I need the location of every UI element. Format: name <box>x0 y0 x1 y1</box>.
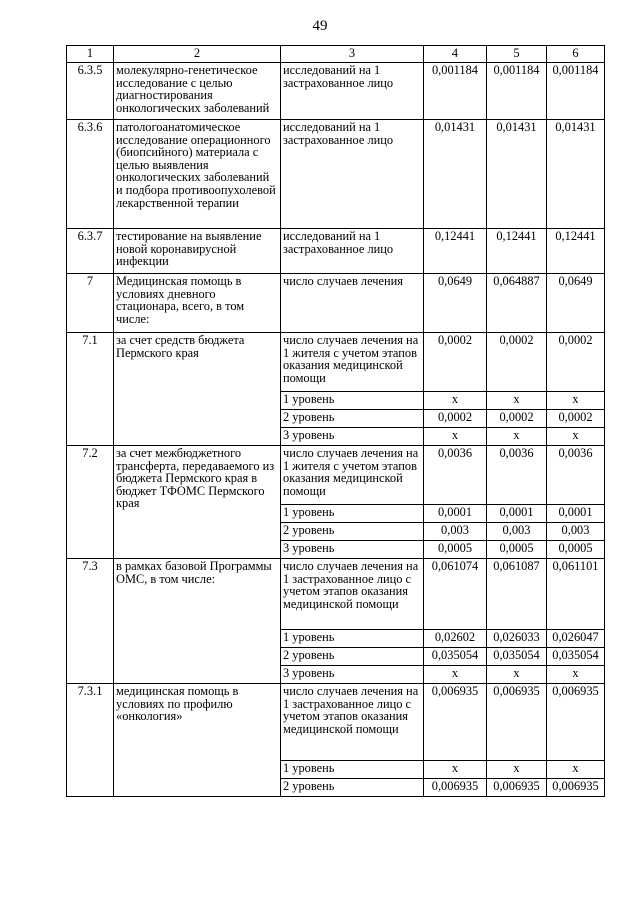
row-number: 7.3.1 <box>67 684 114 797</box>
table-row <box>67 229 605 274</box>
value-col-4: 0,01431 <box>424 120 487 229</box>
value-col-5: 0,01431 <box>487 120 547 229</box>
value-col-4: 0,0005 <box>424 541 487 559</box>
value-col-6: 0,003 <box>547 523 605 541</box>
row-unit: число случаев лечения на 1 жителя с учетом этапов оказания медицинской помощи <box>281 446 424 505</box>
value-col-6: x <box>547 666 605 684</box>
value-col-6: x <box>547 761 605 779</box>
value-col-6: 0,0002 <box>547 333 605 392</box>
level-label: 1 уровень <box>281 630 424 648</box>
value-col-4: 0,006935 <box>424 779 487 797</box>
value-col-5: 0,064887 <box>487 274 547 333</box>
value-col-6: 0,006935 <box>547 779 605 797</box>
value-col-5: 0,0002 <box>487 410 547 428</box>
value-col-5: 0,001184 <box>487 63 547 120</box>
table-row <box>67 684 605 761</box>
row-name: молекулярно-генетическое исследование с целью диагностирования онкологических заболеваний <box>114 63 281 120</box>
value-col-5: 0,0005 <box>487 541 547 559</box>
value-col-5: 0,003 <box>487 523 547 541</box>
column-header: 5 <box>487 46 547 63</box>
value-col-4: x <box>424 666 487 684</box>
page-number: 49 <box>312 18 328 34</box>
column-header: 2 <box>114 46 281 63</box>
value-col-6: 0,061101 <box>547 559 605 630</box>
row-name: в рамках базовой Программы ОМС, в том числе: <box>114 559 281 684</box>
row-name: тестирование на выявление новой коронавирусной инфекции <box>114 229 281 274</box>
row-number: 7.1 <box>67 333 114 446</box>
table-row <box>67 559 605 630</box>
value-col-4: 0,02602 <box>424 630 487 648</box>
value-col-6: x <box>547 392 605 410</box>
level-label: 3 уровень <box>281 428 424 446</box>
value-col-5: 0,0036 <box>487 446 547 505</box>
value-col-5: 0,0001 <box>487 505 547 523</box>
column-header: 4 <box>424 46 487 63</box>
value-col-4: 0,0002 <box>424 410 487 428</box>
value-col-6: 0,006935 <box>547 684 605 761</box>
row-unit: исследований на 1 застрахованное лицо <box>281 120 424 229</box>
value-col-4: 0,0036 <box>424 446 487 505</box>
column-header: 6 <box>547 46 605 63</box>
row-name: Медицинская помощь в условиях дневного стационара, всего, в том числе: <box>114 274 281 333</box>
row-unit: число случаев лечения на 1 застрахованное лицо с учетом этапов оказания медицинской помощи <box>281 684 424 761</box>
level-label: 2 уровень <box>281 648 424 666</box>
row-name: патологоанатомическое исследование операционного (биопсийного) материала с целью выявления онкологических заболеваний и подбора противоопухолевой лекарственной терапии <box>114 120 281 229</box>
row-unit: исследований на 1 застрахованное лицо <box>281 63 424 120</box>
value-col-5: 0,0002 <box>487 333 547 392</box>
table-row <box>67 274 605 333</box>
table-row <box>67 120 605 229</box>
value-col-5: x <box>487 392 547 410</box>
row-name: за счет средств бюджета Пермского края <box>114 333 281 446</box>
row-number: 6.3.6 <box>67 120 114 229</box>
value-col-4: x <box>424 392 487 410</box>
value-col-4: x <box>424 428 487 446</box>
value-col-6: 0,01431 <box>547 120 605 229</box>
value-col-6: 0,12441 <box>547 229 605 274</box>
level-label: 1 уровень <box>281 505 424 523</box>
value-col-6: 0,026047 <box>547 630 605 648</box>
row-name: медицинская помощь в условиях по профилю «онкология» <box>114 684 281 797</box>
value-col-5: 0,12441 <box>487 229 547 274</box>
row-number: 6.3.7 <box>67 229 114 274</box>
value-col-5: 0,006935 <box>487 779 547 797</box>
table-row <box>67 333 605 392</box>
column-header: 1 <box>67 46 114 63</box>
value-col-6: x <box>547 428 605 446</box>
value-col-4: 0,0001 <box>424 505 487 523</box>
data-table <box>66 45 605 797</box>
column-header: 3 <box>281 46 424 63</box>
value-col-4: 0,061074 <box>424 559 487 630</box>
table-row <box>67 63 605 120</box>
value-col-6: 0,0001 <box>547 505 605 523</box>
row-unit: число случаев лечения на 1 жителя с учетом этапов оказания медицинской помощи <box>281 333 424 392</box>
value-col-4: 0,003 <box>424 523 487 541</box>
value-col-5: 0,035054 <box>487 648 547 666</box>
value-col-5: x <box>487 666 547 684</box>
row-number: 7.3 <box>67 559 114 684</box>
table-row <box>67 446 605 505</box>
level-label: 1 уровень <box>281 392 424 410</box>
level-label: 2 уровень <box>281 779 424 797</box>
level-label: 3 уровень <box>281 666 424 684</box>
value-col-5: 0,006935 <box>487 684 547 761</box>
level-label: 2 уровень <box>281 410 424 428</box>
row-number: 6.3.5 <box>67 63 114 120</box>
row-unit: число случаев лечения на 1 застрахованное лицо с учетом этапов оказания медицинской помощи <box>281 559 424 630</box>
value-col-4: 0,12441 <box>424 229 487 274</box>
level-label: 1 уровень <box>281 761 424 779</box>
value-col-4: 0,0649 <box>424 274 487 333</box>
value-col-4: 0,001184 <box>424 63 487 120</box>
value-col-6: 0,0005 <box>547 541 605 559</box>
value-col-4: 0,006935 <box>424 684 487 761</box>
value-col-4: 0,0002 <box>424 333 487 392</box>
value-col-4: 0,035054 <box>424 648 487 666</box>
value-col-4: x <box>424 761 487 779</box>
row-unit: исследований на 1 застрахованное лицо <box>281 229 424 274</box>
value-col-5: 0,061087 <box>487 559 547 630</box>
header-row <box>67 46 605 63</box>
value-col-6: 0,035054 <box>547 648 605 666</box>
value-col-6: 0,0649 <box>547 274 605 333</box>
value-col-6: 0,001184 <box>547 63 605 120</box>
level-label: 2 уровень <box>281 523 424 541</box>
row-number: 7 <box>67 274 114 333</box>
level-label: 3 уровень <box>281 541 424 559</box>
value-col-5: 0,026033 <box>487 630 547 648</box>
value-col-6: 0,0002 <box>547 410 605 428</box>
row-number: 7.2 <box>67 446 114 559</box>
row-name: за счет межбюджетного трансферта, передаваемого из бюджета Пермского края в бюджет ТФОМС Пермского края <box>114 446 281 559</box>
value-col-5: x <box>487 761 547 779</box>
row-unit: число случаев лечения <box>281 274 424 333</box>
value-col-5: x <box>487 428 547 446</box>
value-col-6: 0,0036 <box>547 446 605 505</box>
